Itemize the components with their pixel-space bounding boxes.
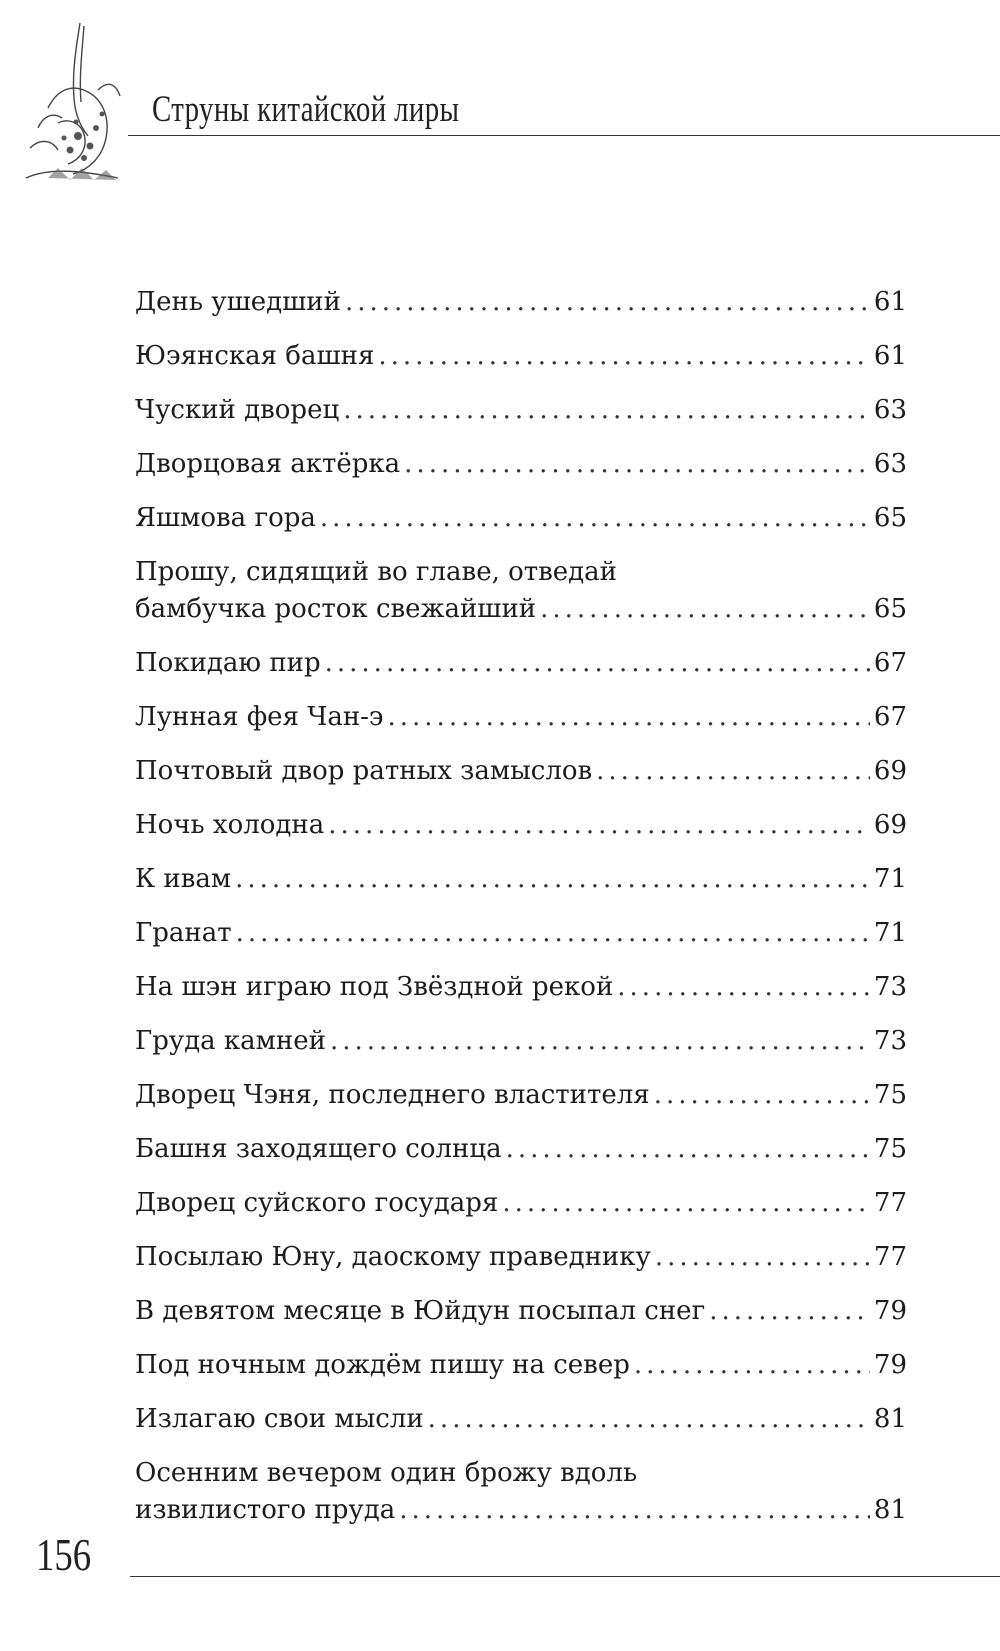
toc-entry-title: На шэн играю под Звёздной рекой [135, 972, 614, 1002]
toc-entry-page: 69 [873, 810, 907, 840]
dot-leader [388, 699, 870, 736]
toc-entry [135, 807, 907, 844]
toc-entry-title-line: Осенним вечером один брожу вдоль [135, 1458, 638, 1488]
toc-entry [135, 753, 907, 790]
dot-leader [345, 284, 870, 321]
toc-entry-title-line: Прошу, сидящий во главе, отведай [135, 557, 618, 587]
toc-entry-title: Почтовый двор ратных замыслов [135, 756, 593, 786]
dot-leader [709, 1293, 870, 1330]
toc-entry [135, 645, 907, 682]
toc-entry [135, 699, 907, 736]
toc-entry-page: 67 [873, 648, 907, 678]
toc-entry [135, 338, 907, 375]
dot-leader [325, 645, 870, 682]
dot-leader [617, 969, 870, 1006]
toc-entry-page: 81 [873, 1404, 907, 1434]
toc-entry-page: 77 [873, 1242, 907, 1272]
dot-leader [506, 1131, 870, 1168]
toc-entry-title: Ночь холодна [135, 810, 325, 840]
toc-entry-page: 71 [873, 864, 907, 894]
toc-entry-title: Юэянская башня [135, 341, 375, 371]
dot-leader [378, 338, 870, 375]
toc-entry [135, 500, 907, 537]
page-number: 156 [36, 1529, 92, 1580]
toc-entry [135, 1401, 907, 1438]
header-divider [128, 135, 1000, 136]
toc-entry-page: 65 [873, 503, 907, 533]
toc-entry [135, 1023, 907, 1060]
toc-entry-page: 79 [873, 1296, 907, 1326]
toc-entry [135, 915, 907, 952]
dot-leader [320, 500, 870, 537]
chinese-roof-ridge-ornament-icon [18, 18, 128, 193]
toc-entry-title: В девятом месяце в Юйдун посыпал снег [135, 1296, 706, 1326]
dot-leader [236, 915, 870, 952]
toc-entry-page: 61 [873, 287, 907, 317]
toc-entry-page: 63 [873, 395, 907, 425]
toc-entry-page: 75 [873, 1080, 907, 1110]
toc-entry-page: 77 [873, 1188, 907, 1218]
toc-entry-page: 71 [873, 918, 907, 948]
toc-entry-title: Дворцовая актёрка [135, 449, 401, 479]
toc-entry [135, 861, 907, 898]
footer-divider [130, 1576, 1000, 1577]
toc-entry [135, 1077, 907, 1114]
toc-entry-page: 73 [873, 1026, 907, 1056]
running-title: Струны китайской лиры [152, 89, 460, 130]
toc-entry-page: 67 [873, 702, 907, 732]
toc-entry-title: Под ночным дождём пишу на север [135, 1350, 630, 1380]
toc-entry [135, 554, 907, 628]
toc-entry-title: Излагаю свои мысли [135, 1404, 424, 1434]
toc-entry-title: Дворец Чэня, последнего властителя [135, 1080, 650, 1110]
toc-entry [135, 969, 907, 1006]
toc-entry-page: 75 [873, 1134, 907, 1164]
toc-entry-title: Дворец суйского государя [135, 1188, 499, 1218]
dot-leader [404, 446, 870, 483]
toc-entry-title: извилистого пруда [135, 1495, 396, 1525]
toc-entry-title: Посылаю Юну, даоскому праведнику [135, 1242, 651, 1272]
toc-entry-title: Чуский дворец [135, 395, 340, 425]
toc-entry-page: 73 [873, 972, 907, 1002]
dot-leader [428, 1401, 870, 1438]
toc-entry-title: бамбучка росток свежайший [135, 594, 537, 624]
dot-leader [502, 1185, 870, 1222]
dot-leader [235, 861, 870, 898]
toc-entry [135, 1239, 907, 1276]
toc-entry-title: К ивам [135, 864, 232, 894]
toc-entry [135, 1185, 907, 1222]
dot-leader [330, 1023, 870, 1060]
toc-entry-title: Гранат [135, 918, 232, 948]
toc-entry-title: Яшмова гора [135, 503, 316, 533]
dot-leader [596, 753, 870, 790]
dot-leader [343, 392, 870, 429]
toc-entry-page: 79 [873, 1350, 907, 1380]
toc-entry [135, 446, 907, 483]
toc-entry [135, 284, 907, 321]
dot-leader [654, 1077, 870, 1114]
toc-entry [135, 1455, 907, 1529]
toc-entry-page: 65 [873, 594, 907, 624]
toc-entry-title: Башня заходящего солнца [135, 1134, 502, 1164]
toc-entry [135, 1293, 907, 1330]
toc-entry-title: Лунная фея Чан-э [135, 702, 384, 732]
toc-entry-title: Груда камней [135, 1026, 326, 1056]
toc-entry-title: День ушедший [135, 287, 341, 317]
dot-leader [399, 1492, 870, 1529]
toc-entry-page: 81 [873, 1495, 907, 1525]
dot-leader [634, 1347, 870, 1384]
toc-entry-title: Покидаю пир [135, 648, 321, 678]
toc-entry-page: 61 [873, 341, 907, 371]
dot-leader [540, 591, 870, 628]
dot-leader [655, 1239, 870, 1276]
toc-entry [135, 392, 907, 429]
toc-entry [135, 1131, 907, 1168]
table-of-contents [135, 284, 907, 1546]
toc-entry-page: 63 [873, 449, 907, 479]
toc-entry-page: 69 [873, 756, 907, 786]
toc-entry [135, 1347, 907, 1384]
dot-leader [328, 807, 870, 844]
